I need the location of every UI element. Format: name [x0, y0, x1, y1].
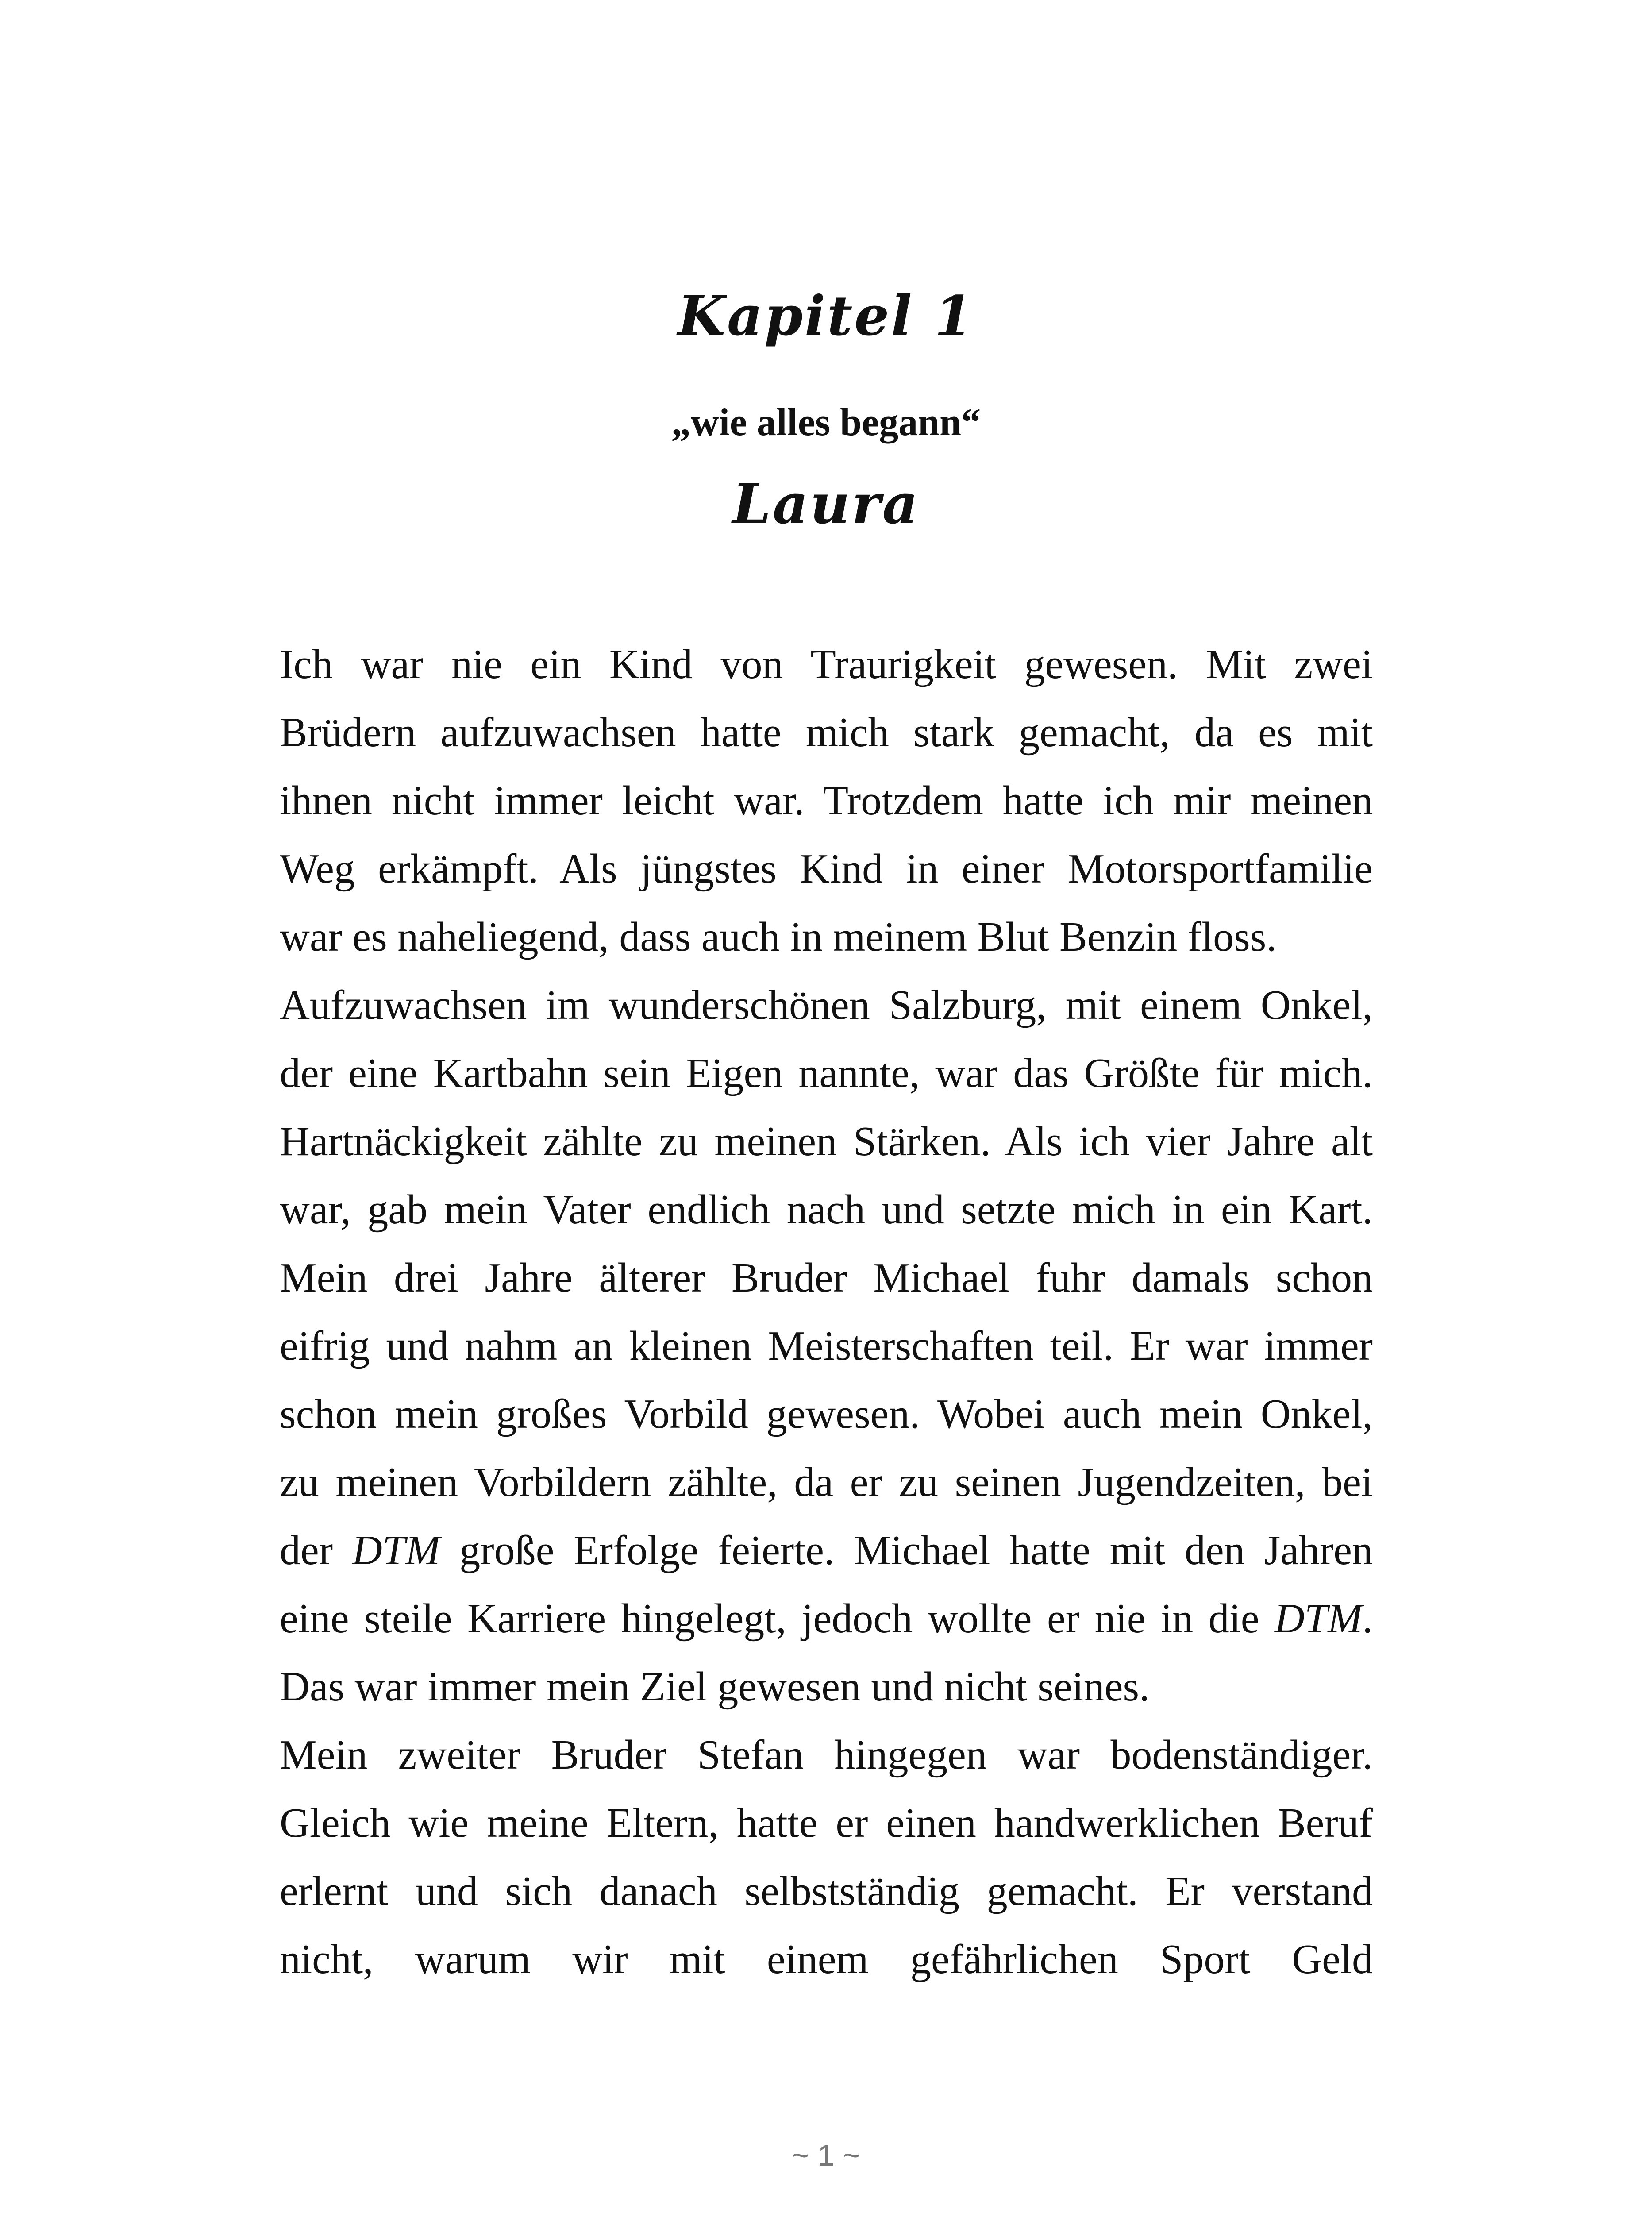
text-line [280, 1107, 1373, 1176]
text-line-segment: erlernt und sich danach selbstständig gemacht. Er verstand [280, 1868, 1373, 1914]
text-line-segment: der [280, 1527, 352, 1573]
text-line-emphasis: DTM [1275, 1596, 1363, 1642]
text-line [280, 903, 1373, 971]
text-line [280, 1925, 1373, 1993]
text-line-segment: Mein drei Jahre älterer Bruder Michael fuhr damals schon [280, 1255, 1373, 1301]
text-line-segment: Brüdern aufzuwachsen hatte mich stark gemacht, da es mit [280, 709, 1373, 756]
text-line [280, 1857, 1373, 1925]
chapter-title: Kapitel 1 [678, 284, 974, 348]
text-line [280, 1176, 1373, 1244]
page-number: ~ 1 ~ [791, 2139, 861, 2172]
chapter-subtitle: „wie alles begann“ [671, 401, 981, 444]
text-line-segment: eifrig und nahm an kleinen Meisterschaften teil. Er war immer [280, 1323, 1373, 1369]
text-line [280, 1448, 1373, 1516]
text-line-segment: Mein zweiter Bruder Stefan hingegen war bodenständiger. [280, 1732, 1373, 1778]
text-line-segment: Gleich wie meine Eltern, hatte er einen handwerklichen Beruf [280, 1800, 1373, 1846]
text-line [280, 1585, 1373, 1653]
text-line-segment: der eine Kartbahn sein Eigen nannte, war das Größte für mich. [280, 1050, 1373, 1096]
text-line-emphasis: DTM [352, 1527, 440, 1573]
text-line [280, 1380, 1373, 1448]
text-line [280, 835, 1373, 903]
text-line-segment: Ich war nie ein Kind von Traurigkeit gewesen. Mit zwei [280, 641, 1373, 687]
body-text [280, 630, 1373, 1993]
text-line [280, 630, 1373, 698]
text-line-segment: eine steile Karriere hingelegt, jedoch wollte er nie in die [280, 1596, 1275, 1642]
narrator-heading: Laura [732, 472, 920, 536]
text-line-segment: nicht, warum wir mit einem gefährlichen Sport Geld [280, 1936, 1373, 1982]
text-line [280, 698, 1373, 767]
text-line-segment: Aufzuwachsen im wunderschönen Salzburg, mit einem Onkel, [280, 982, 1373, 1028]
text-line-segment: Weg erkämpft. Als jüngstes Kind in einer Motorsportfamilie [280, 846, 1373, 892]
text-line [280, 1244, 1373, 1312]
text-line-segment: große Erfolge feierte. Michael hatte mit den Jahren [440, 1527, 1373, 1573]
text-line [280, 1516, 1373, 1585]
text-line-segment: Das war immer mein Ziel gewesen und nicht seines. [280, 1664, 1150, 1710]
text-line [280, 1721, 1373, 1789]
text-line [280, 1312, 1373, 1380]
text-line [280, 1789, 1373, 1857]
text-line-segment: Hartnäckigkeit zählte zu meinen Stärken. Als ich vier Jahre alt [280, 1118, 1373, 1164]
text-line-segment: war, gab mein Vater endlich nach und setzte mich in ein Kart. [280, 1187, 1373, 1233]
text-line-segment: zu meinen Vorbildern zählte, da er zu seinen Jugendzeiten, bei [280, 1459, 1373, 1505]
text-line-segment: . [1362, 1596, 1373, 1642]
text-line [280, 1039, 1373, 1107]
text-line-segment: ihnen nicht immer leicht war. Trotzdem hatte ich mir meinen [280, 778, 1373, 824]
text-line [280, 767, 1373, 835]
text-line-segment: schon mein großes Vorbild gewesen. Wobei auch mein Onkel, [280, 1391, 1373, 1437]
text-line [280, 1653, 1373, 1721]
text-line [280, 971, 1373, 1039]
text-line-segment: war es naheliegend, dass auch in meinem Blut Benzin floss. [280, 914, 1277, 960]
